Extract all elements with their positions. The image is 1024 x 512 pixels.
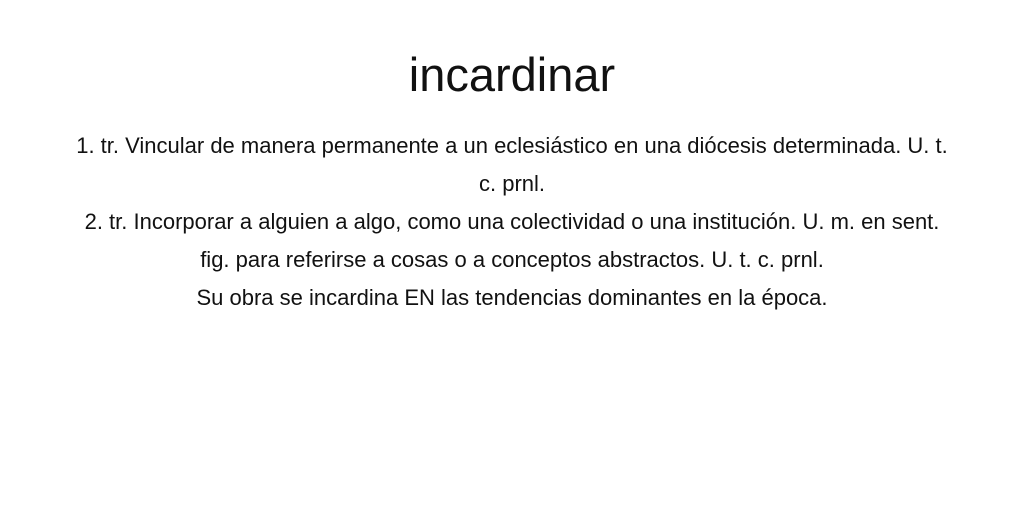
headword-title: incardinar — [408, 48, 616, 101]
sense-2-definition: 2. tr. Incorporar a alguien a algo, como una colectividad o una institución. U. m. en sent. fig. para referirse a cosas o a conceptos abstractos. U. t. c. prnl. — [84, 209, 940, 272]
sense-1-definition: 1. tr. Vincular de manera permanente a un eclesiástico en una diócesis determinada. U. t. c. prnl. — [76, 133, 948, 196]
definitions-block — [72, 127, 952, 317]
usage-example: Su obra se incardina EN las tendencias dominantes en la época. — [196, 285, 828, 310]
